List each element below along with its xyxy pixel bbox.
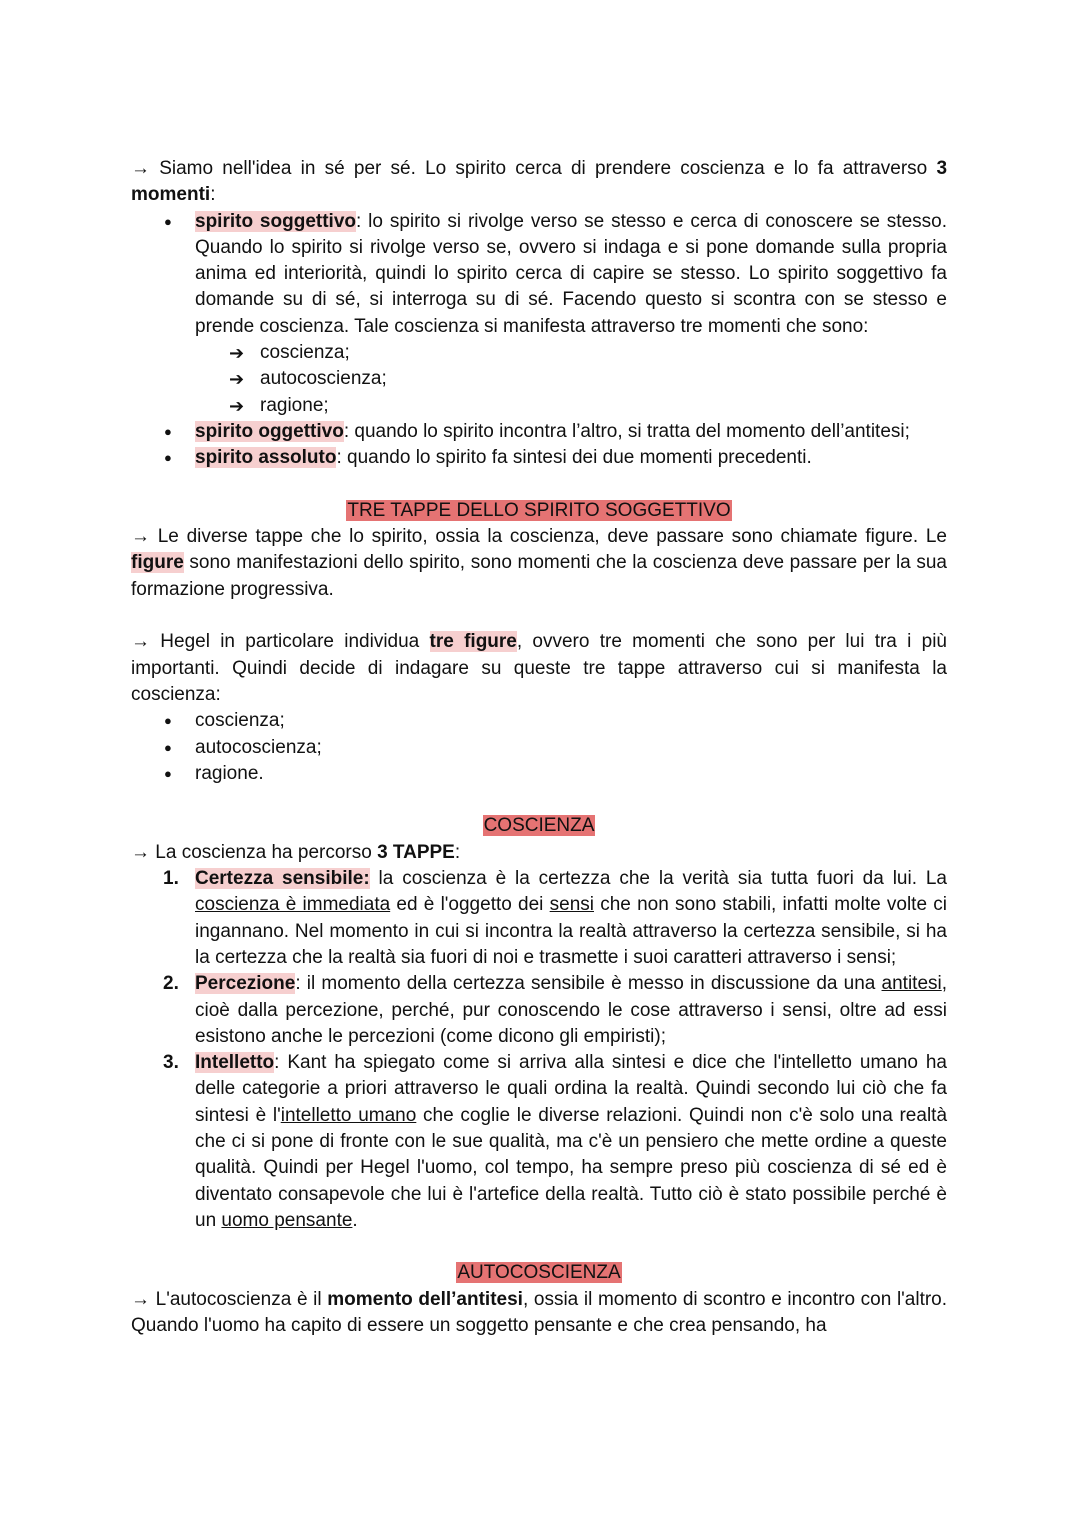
term-highlight: Certezza sensibile: <box>195 868 370 890</box>
spirit-item-soggettivo <box>131 209 947 419</box>
list-item: ● ragione. <box>131 761 947 787</box>
hegel-paragraph: → Hegel in particolare individua tre figure, ovvero tre momenti che sono per lui tra i più importanti. Quindi decide di indagare su queste tre tappe attraverso cui si manifesta la coscienza: <box>131 631 947 705</box>
autocoscienza-paragraph: → L'autocoscienza è il momento dell’antitesi, ossia il momento di scontro e incontro con l'altro. Quando l'uomo ha capito di essere un soggetto pensante e che crea pensando, ha <box>131 1288 948 1337</box>
intro-paragraph <box>131 156 947 209</box>
arrow-glyph: → <box>131 1288 150 1310</box>
intro-colon: : <box>210 184 216 206</box>
list-item: ● autocoscienza; <box>131 735 947 761</box>
tappe-list <box>131 866 947 1234</box>
spacer <box>131 787 947 813</box>
figures-list <box>131 708 947 787</box>
item-text: : lo spirito si rivolge verso se stesso e cerca di conoscere se stesso. Quando lo spirito si rivolge verso se, ovvero si indaga e si pone domande sulla propria anima ed interiorità, quindi lo spirito cerca di capire se stesso. Lo spirito soggettivo fa domande su di sé, si interroga su di sé. Facendo questo si scontra con se stesso e prende coscienza. Tale coscienza si manifesta attraverso tre momenti che sono: <box>195 210 947 337</box>
spacer <box>131 472 947 498</box>
sublist-item: ➔ ragione; <box>131 393 947 419</box>
spirit-list <box>131 209 947 472</box>
term-highlight: Percezione <box>195 973 296 995</box>
term-highlight: figure <box>131 552 184 574</box>
section-title-autocoscienza: AUTOCOSCIENZA <box>457 1262 621 1284</box>
spacer <box>131 603 947 629</box>
list-item: ● coscienza; <box>131 708 947 734</box>
tappa-item-intelletto: 3. Intelletto: Kant ha spiegato come si arriva alla sintesi e dice che l'intelletto umano ha delle categorie a priori attraverso le quali ordina la realtà. Quindi secondo lui ciò che fa sintesi è l'intelletto umano che coglie le diverse relazioni. Quindi non c'è solo una realtà che ci si pone di fronte con le sue qualità, ma c'è un pensiero che mette ordine a queste qualità. Quindi per Hegel l'uomo, col tempo, ha sempre preso più coscienza di sé ed è diventato consapevole che lui è l'artefice della realtà. Tutto ciò è stato possibile perché è un uomo pensante. <box>163 1052 948 1231</box>
intro-bold: 3 momenti <box>131 158 948 206</box>
arrow-glyph: → <box>131 841 150 863</box>
spirit-item-assoluto <box>131 445 947 471</box>
section-title-tre-tappe: TRE TAPPE DELLO SPIRITO SOGGETTIVO <box>347 499 731 521</box>
arrow-glyph: → <box>131 158 150 179</box>
tappe-paragraph: → La coscienza ha percorso 3 TAPPE: <box>131 841 461 863</box>
figures-paragraph: → Le diverse tappe che lo spirito, ossia la coscienza, deve passare sono chiamate figure. Le figure sono manifestazioni dello spirito, sono momenti che la coscienza deve passare per la sua formazione progressiva. <box>131 526 948 600</box>
section-title-coscienza: COSCIENZA <box>483 815 595 837</box>
arrow-glyph: → <box>131 526 150 548</box>
document-body <box>131 156 947 1339</box>
term-highlight: spirito assoluto <box>195 447 337 469</box>
spacer <box>131 1234 947 1260</box>
item-text: : quando lo spirito incontra l’altro, si tratta del momento dell’antitesi; <box>343 420 910 442</box>
item-text: : quando lo spirito fa sintesi dei due momenti precedenti. <box>336 447 812 469</box>
sublist-item: ➔ coscienza; <box>131 340 947 366</box>
term-highlight: tre figure <box>429 631 517 653</box>
intro-text: Siamo nell'idea in sé per sé. Lo spirito cerca di prendere coscienza e lo fa attraverso <box>159 158 928 179</box>
term-highlight: Intelletto <box>195 1052 275 1074</box>
arrow-glyph: → <box>131 631 150 653</box>
spirit-item-oggettivo <box>131 419 947 445</box>
term-highlight: spirito soggettivo <box>195 210 356 232</box>
term-highlight: spirito oggettivo <box>195 420 344 442</box>
arrow-sublist <box>131 340 947 419</box>
tappa-item-percezione: 2. Percezione: il momento della certezza sensibile è messo in discussione da una antitesi, cioè dalla percezione, perché, pur conoscendo le cose attraverso i sensi, oltre ad essi esistono anche le percezioni (come dicono gli empiristi); <box>163 973 948 1047</box>
tappa-item-certezza: 1. Certezza sensibile: la coscienza è la certezza che la verità sia tutta fuori da lui. La coscienza è immediata ed è l'oggetto dei sensi che non sono stabili, infatti molte volte ci ingannano. Nel momento in cui si incontra la realtà attraverso la certezza sensibile, si ha la certezza che la realtà sia fuori di noi e trasmette i suoi caratteri attraverso i sensi; <box>163 868 947 968</box>
sublist-item: ➔ autocoscienza; <box>131 366 947 392</box>
